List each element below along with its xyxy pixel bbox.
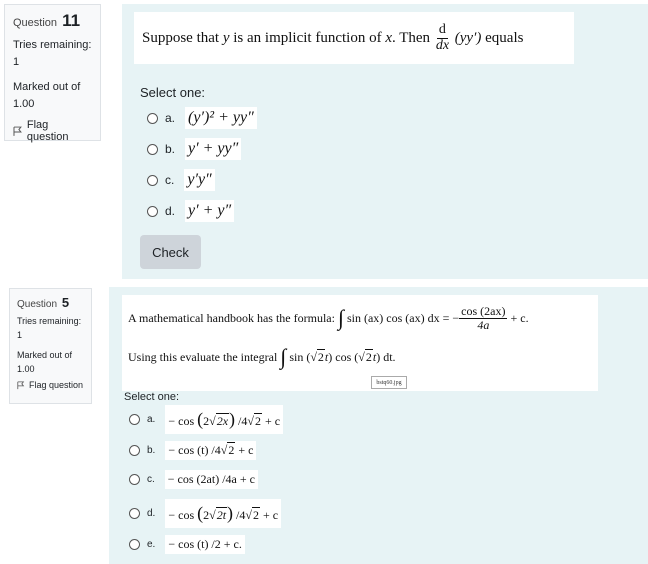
formula-fraction: $\frac{\cos (2ax)}{4a}$: [461, 304, 506, 332]
question-info-panel: [9, 288, 92, 404]
answer-option-b[interactable]: b. y′ + yy″: [147, 138, 241, 160]
answer-option-a[interactable]: a. − cos (2√2x) /4√2 + c: [129, 405, 283, 434]
radio-button[interactable]: [147, 175, 158, 186]
answer-option-b[interactable]: b. − cos (t) /4√2 + c: [129, 441, 256, 460]
derivative-fraction: $\frac{d}{dx}$: [435, 21, 450, 53]
radio-button[interactable]: [147, 113, 158, 124]
radio-button[interactable]: [129, 414, 140, 425]
question-number: Question 5: [17, 295, 70, 310]
option-expression: y′y″: [184, 169, 214, 191]
flag-question-label: Flag question: [29, 380, 84, 390]
answer-option-d[interactable]: d. − cos (2√2t) /4√2 + c: [129, 499, 281, 528]
answer-option-c[interactable]: c. y′y″: [147, 169, 215, 191]
question-content: [122, 4, 648, 279]
broken-image-placeholder: bstq60.jpg: [371, 376, 407, 389]
option-expression: − cos (2at) /4a + c: [165, 470, 258, 489]
formula-line: A mathematical handbook has the formula: ∫ sin (ax) cos (ax) dx = − $\frac{\cos (2ax)}{4a}$ + c.: [128, 304, 529, 332]
answer-option-c[interactable]: c. − cos (2at) /4a + c: [129, 470, 258, 489]
option-expression: − cos (t) /4√2 + c: [165, 441, 256, 460]
marked-out-of-label: Marked out of: [13, 81, 81, 93]
marked-out-of-label: Marked out of: [17, 350, 73, 360]
flag-icon: [13, 126, 23, 137]
flag-question-label: Flag question: [26, 119, 69, 143]
radio-button[interactable]: [129, 474, 140, 485]
check-button[interactable]: Check: [140, 235, 201, 269]
integral-sign: ∫: [280, 344, 287, 369]
question-content: [109, 287, 648, 564]
option-expression: − cos (2√2t) /4√2 + c: [165, 499, 281, 528]
question-text: Suppose that y is an implicit function of x . Then $\frac{d}{dx}$ (yy′) equals: [134, 12, 574, 64]
radio-button[interactable]: [129, 539, 140, 550]
marked-out-of-value: 1.00: [13, 98, 35, 110]
option-expression: − cos (t) /2 + c.: [165, 535, 245, 554]
flag-question-link[interactable]: [13, 119, 92, 143]
select-one-label: Select one:: [124, 391, 180, 403]
question-info-panel: [4, 4, 101, 141]
tries-remaining-value: 1: [17, 330, 23, 340]
flag-icon: [17, 381, 25, 390]
tries-remaining-label: Tries remaining:: [17, 316, 82, 326]
integral-line: Using this evaluate the integral ∫ sin ( √ 2 t ) cos ( √ 2 t ) dt.: [128, 344, 396, 369]
question-number: Question 11: [13, 11, 81, 30]
radio-button[interactable]: [129, 445, 140, 456]
question-text: [122, 295, 598, 391]
option-expression: y′ + yy″: [185, 138, 241, 160]
option-expression: (y′)² + yy″: [185, 107, 257, 129]
radio-button[interactable]: [147, 144, 158, 155]
radio-button[interactable]: [129, 508, 140, 519]
option-expression: y′ + y″: [185, 200, 234, 222]
radio-button[interactable]: [147, 206, 158, 217]
tries-remaining-label: Tries remaining:: [13, 39, 92, 51]
option-expression: − cos (2√2x) /4√2 + c: [165, 405, 283, 434]
integral-sign: ∫: [337, 305, 344, 331]
answer-option-e[interactable]: e. − cos (t) /2 + c.: [129, 535, 245, 554]
flag-question-link[interactable]: [17, 380, 84, 390]
marked-out-of-value: 1.00: [17, 364, 35, 374]
answer-option-a[interactable]: a. (y′)² + yy″: [147, 107, 257, 129]
tries-remaining-value: 1: [13, 56, 20, 68]
select-one-label: Select one:: [140, 85, 206, 100]
answer-option-d[interactable]: d. y′ + y″: [147, 200, 234, 222]
